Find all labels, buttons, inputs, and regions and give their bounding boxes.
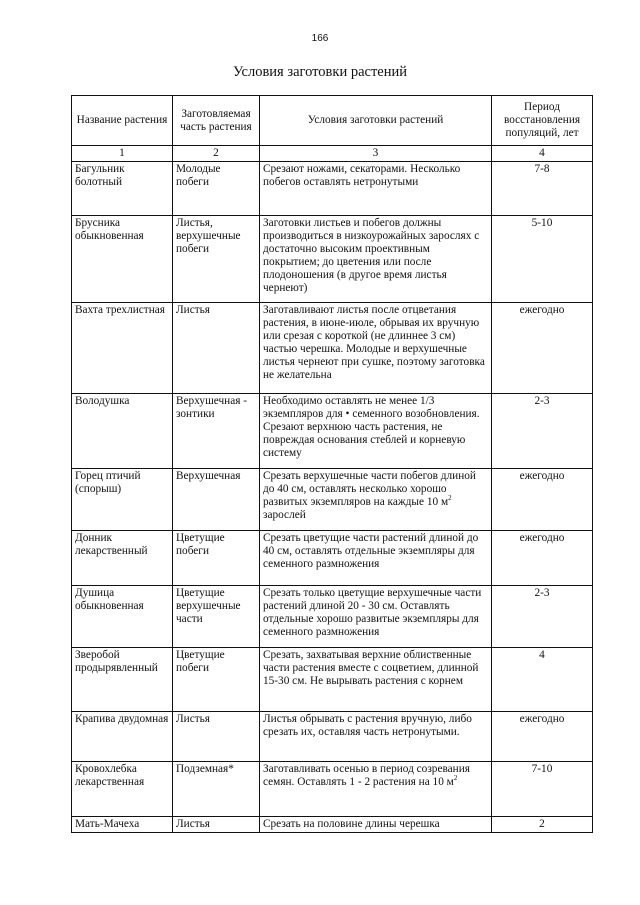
harvest-conditions: Заготовки листьев и побегов должны производиться в низкоурожайных зарослях с достаточно высоким проективным покрытием; до цветения или после плодоношения (в другое время листья чернеют) <box>260 216 492 303</box>
plant-name: Донник лекарственный <box>72 531 173 586</box>
conditions-tail: зарослей <box>263 509 306 521</box>
harvest-conditions: Срезать цветущие части растений длиной до 40 см, оставлять отдельные экземпляры для семенного размножения <box>260 531 492 586</box>
harvest-conditions: Необходимо оставлять не менее 1/3 экземпляров для • семенного возобновления. Срезают верхнюю часть растения, не повреждая основания стеблей и корневую систему <box>260 394 492 469</box>
conditions-text: Заготавливать осенью в период созревания семян. Оставлять 1 - 2 растения на 10 м <box>263 763 470 788</box>
column-number: 1 <box>72 146 173 162</box>
document-title: Условия заготовки растений <box>233 64 407 80</box>
harvested-part: Листья, верхушечные побеги <box>173 216 260 303</box>
table-row <box>72 712 593 762</box>
plant-name: Крапива двудомная <box>72 712 173 762</box>
header-harvested-part: Заготовляемая часть растения <box>173 96 260 146</box>
harvested-part: Молодые побеги <box>173 162 260 216</box>
harvest-conditions: Срезать, захватывая верхние облиственные части растения вместе с соцветием, длинной 15-30 см. Не вырывать растения с корнем <box>260 648 492 712</box>
table-row <box>72 162 593 216</box>
table-row <box>72 469 593 531</box>
harvested-part: Цветущие побеги <box>173 531 260 586</box>
table-row <box>72 216 593 303</box>
table-row <box>72 303 593 394</box>
plant-name: Брусника обыкновенная <box>72 216 173 303</box>
table-row <box>72 394 593 469</box>
recovery-period: 2-3 <box>492 586 593 648</box>
harvest-conditions <box>260 469 492 531</box>
table-row <box>72 531 593 586</box>
plant-name: Вахта трехлистная <box>72 303 173 394</box>
harvest-conditions-table <box>71 95 593 833</box>
table-row <box>72 586 593 648</box>
plant-name: Мать-Мачеха <box>72 817 173 833</box>
harvest-conditions: Срезают ножами, секаторами. Несколько побегов оставлять нетронутыми <box>260 162 492 216</box>
plant-name: Володушка <box>72 394 173 469</box>
column-number: 4 <box>492 146 593 162</box>
superscript-squared: 2 <box>453 774 458 783</box>
column-number: 2 <box>173 146 260 162</box>
recovery-period: 2-3 <box>492 394 593 469</box>
recovery-period: 7-8 <box>492 162 593 216</box>
table-row <box>72 648 593 712</box>
plant-name: Горец птичий (спорыш) <box>72 469 173 531</box>
harvest-conditions: Срезать на половине длины черешка <box>260 817 492 833</box>
table-row <box>72 762 593 817</box>
page-number: 166 <box>311 33 329 44</box>
recovery-period: ежегодно <box>492 469 593 531</box>
harvested-part: Подземная* <box>173 762 260 817</box>
conditions-text: Срезать верхушечные части побегов длиной до 40 см, оставлять несколько хорошо развитых экземпляров на каждые 10 м <box>263 470 476 508</box>
header-row <box>72 96 593 146</box>
harvested-part: Верхушечная - зонтики <box>173 394 260 469</box>
recovery-period: ежегодно <box>492 303 593 394</box>
recovery-period: ежегодно <box>492 531 593 586</box>
plant-name: Зверобой продырявленный <box>72 648 173 712</box>
harvested-part: Верхушечная <box>173 469 260 531</box>
recovery-period: 4 <box>492 648 593 712</box>
column-number-row <box>72 146 593 162</box>
recovery-period: ежегодно <box>492 712 593 762</box>
superscript-squared: 2 <box>448 494 452 503</box>
harvested-part: Цветущие верхушечные части <box>173 586 260 648</box>
plant-name: Душица обыкновенная <box>72 586 173 648</box>
harvested-part: Листья <box>173 817 260 833</box>
harvest-conditions <box>260 762 492 817</box>
harvested-part: Листья <box>173 712 260 762</box>
recovery-period: 2 <box>492 817 593 833</box>
recovery-period: 7-10 <box>492 762 593 817</box>
recovery-period: 5-10 <box>492 216 593 303</box>
plant-name: Багульник болотный <box>72 162 173 216</box>
header-plant-name: Название растения <box>72 96 173 146</box>
table-row <box>72 817 593 833</box>
header-harvest-conditions: Условия заготовки растений <box>260 96 492 146</box>
harvest-conditions: Срезать только цветущие верхушечные части растений длиной 20 - 30 см. Оставлять отдельные хорошо развитые экземпляры для семенного размножения <box>260 586 492 648</box>
column-number: 3 <box>260 146 492 162</box>
harvest-conditions: Заготавливают листья после отцветания растения, в июне-июле, обрывая их вручную или срезая с короткой (не длиннее 3 см) частью черешка. Молодые и верхушечные листья чернеют при сушке, поэтому заготовка не желательна <box>260 303 492 394</box>
header-recovery-period: Период восстановления популяций, лет <box>492 96 593 146</box>
harvested-part: Листья <box>173 303 260 394</box>
plant-name: Кровохлебка лекарственная <box>72 762 173 817</box>
harvest-conditions: Листья обрывать с растения вручную, либо срезать их, оставляя часть нетронутыми. <box>260 712 492 762</box>
harvested-part: Цветущие побеги <box>173 648 260 712</box>
